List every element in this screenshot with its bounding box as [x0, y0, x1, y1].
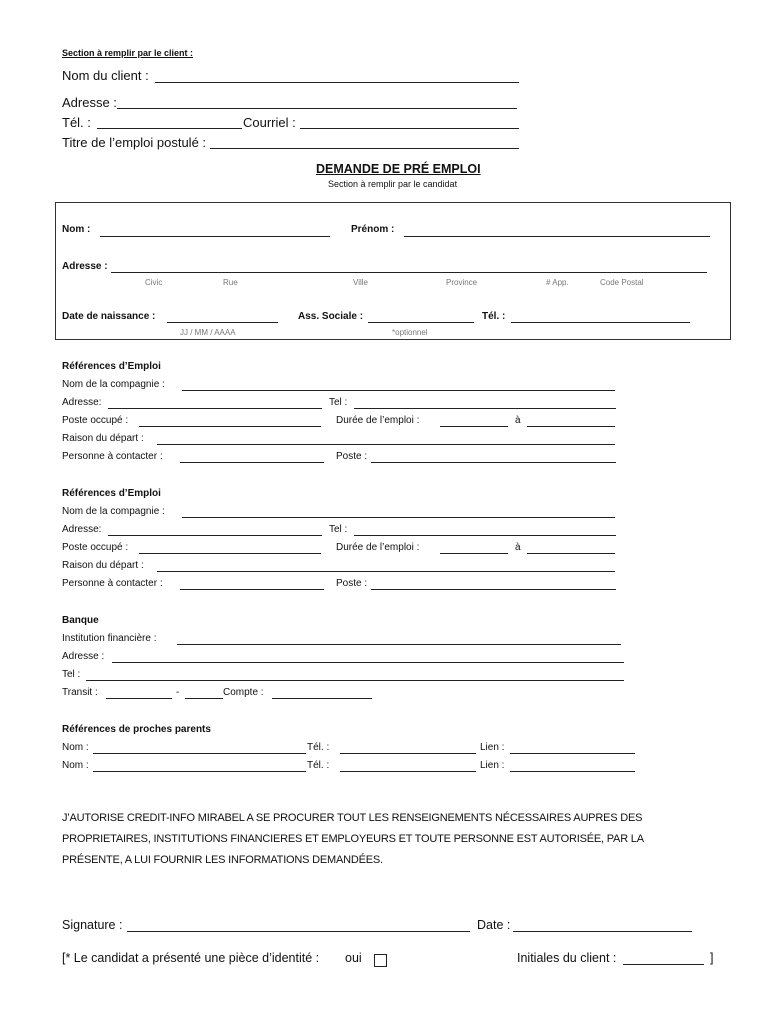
- relative-2-tel-field[interactable]: [340, 771, 476, 772]
- candidate-prenom-label: Prénom :: [351, 224, 395, 235]
- date-field[interactable]: [513, 931, 692, 932]
- hint-code-postal: Code Postal: [600, 278, 644, 287]
- relative-2-name-label: Nom :: [62, 760, 89, 771]
- date-label: Date :: [477, 918, 511, 932]
- client-section-heading: Section à remplir par le client :: [62, 48, 194, 58]
- candidate-tel-label: Tél. :: [482, 311, 506, 322]
- client-phone-field[interactable]: [97, 128, 242, 129]
- ref-2-to-label: à: [515, 542, 521, 553]
- client-email-label: Courriel :: [243, 115, 296, 130]
- relative-1-link-label: Lien :: [480, 742, 505, 753]
- hint-civic: Civic: [145, 278, 163, 287]
- ref-1-contact-post-label: Poste :: [336, 451, 368, 462]
- candidate-info-box: [55, 202, 731, 340]
- relative-1-tel-field[interactable]: [340, 753, 476, 754]
- ref-2-contact-field[interactable]: [180, 589, 324, 590]
- ref-1-tel-label: Tel :: [329, 397, 348, 408]
- candidate-prenom-field[interactable]: [404, 236, 710, 237]
- ref-2-address-label: Adresse:: [62, 524, 102, 535]
- relative-1-tel-label: Tél. :: [307, 742, 330, 753]
- form-subtitle: Section à remplir par le candidat: [328, 179, 458, 189]
- ref-1-contact-label: Personne à contacter :: [62, 451, 163, 462]
- ref-1-to-label: à: [515, 415, 521, 426]
- ref-2-position-field[interactable]: [139, 553, 321, 554]
- ref-1-company-label: Nom de la compagnie :: [62, 379, 165, 390]
- ref-2-tel-field[interactable]: [354, 535, 616, 536]
- bank-account-label: Compte :: [223, 687, 264, 698]
- ref-2-departure-field[interactable]: [157, 571, 615, 572]
- authorization-line-1: J’AUTORISE CREDIT-INFO MIRABEL A SE PROCURER TOUT LES RENSEIGNEMENTS NÉCESSAIRES AUPRES DES: [62, 812, 643, 824]
- relative-1-link-field[interactable]: [510, 753, 635, 754]
- hint-ville: Ville: [353, 278, 368, 287]
- ref-2-duration-label: Durée de l’emploi :: [336, 542, 420, 553]
- ref-2-tel-label: Tel :: [329, 524, 348, 535]
- client-phone-label: Tél. :: [62, 115, 91, 130]
- relative-2-name-field[interactable]: [93, 771, 306, 772]
- ref-2-position-label: Poste occupé :: [62, 542, 129, 553]
- bank-transit-label: Transit :: [62, 687, 98, 698]
- bank-account-field[interactable]: [272, 698, 372, 699]
- bank-dash: -: [176, 687, 180, 698]
- hint-app: # App.: [546, 278, 569, 287]
- relative-2-link-field[interactable]: [510, 771, 635, 772]
- ref-2-company-label: Nom de la compagnie :: [62, 506, 165, 517]
- ref-2-departure-label: Raison du départ :: [62, 560, 144, 571]
- form-title: DEMANDE DE PRÉ EMPLOI: [316, 162, 481, 176]
- id-note: [* Le candidat a présenté une pièce d’identité :: [62, 951, 320, 965]
- client-name-field[interactable]: [155, 82, 519, 83]
- candidate-nom-label: Nom :: [62, 224, 91, 235]
- employment-ref-1-heading: Références d’Emploi: [62, 361, 161, 372]
- ref-1-duration-to-field[interactable]: [527, 426, 615, 427]
- relative-2-tel-label: Tél. :: [307, 760, 330, 771]
- birth-format-hint: JJ / MM / AAAA: [180, 328, 236, 337]
- initials-field[interactable]: [623, 964, 704, 965]
- candidate-tel-field[interactable]: [511, 322, 690, 323]
- relative-1-name-label: Nom :: [62, 742, 89, 753]
- sin-optional-hint: *optionnel: [392, 328, 428, 337]
- ref-1-address-field[interactable]: [108, 408, 322, 409]
- ref-1-contact-field[interactable]: [180, 462, 324, 463]
- ref-2-address-field[interactable]: [108, 535, 322, 536]
- client-email-field[interactable]: [300, 128, 519, 129]
- bank-heading: Banque: [62, 615, 99, 626]
- bank-transit-suffix-field[interactable]: [185, 698, 223, 699]
- ref-2-contact-post-field[interactable]: [371, 589, 616, 590]
- client-name-label: Nom du client :: [62, 68, 149, 83]
- bank-address-field[interactable]: [112, 662, 624, 663]
- client-address-field[interactable]: [117, 108, 517, 109]
- ref-1-departure-field[interactable]: [157, 444, 615, 445]
- ref-1-company-field[interactable]: [182, 390, 615, 391]
- authorization-line-2: PROPRIETAIRES, INSTITUTIONS FINANCIERES ET EMPLOYEURS ET TOUTE PERSONNE EST AUTORISÉE, PAR LA: [62, 833, 644, 845]
- ref-1-address-label: Adresse:: [62, 397, 102, 408]
- ref-1-departure-label: Raison du départ :: [62, 433, 144, 444]
- ref-2-contact-post-label: Poste :: [336, 578, 368, 589]
- bank-address-label: Adresse :: [62, 651, 105, 662]
- ref-1-tel-field[interactable]: [354, 408, 616, 409]
- signature-field[interactable]: [127, 931, 470, 932]
- candidate-sin-label: Ass. Sociale :: [298, 311, 364, 322]
- ref-2-duration-to-field[interactable]: [527, 553, 615, 554]
- relative-1-name-field[interactable]: [93, 753, 306, 754]
- candidate-nom-field[interactable]: [100, 236, 330, 237]
- client-address-label: Adresse :: [62, 95, 117, 110]
- ref-1-duration-from-field[interactable]: [440, 426, 508, 427]
- employment-ref-2-heading: Références d’Emploi: [62, 488, 161, 499]
- bank-institution-label: Institution financière :: [62, 633, 157, 644]
- ref-2-contact-label: Personne à contacter :: [62, 578, 163, 589]
- ref-1-position-label: Poste occupé :: [62, 415, 129, 426]
- id-presented-checkbox[interactable]: [374, 954, 387, 967]
- ref-2-duration-from-field[interactable]: [440, 553, 508, 554]
- hint-rue: Rue: [223, 278, 238, 287]
- bank-institution-field[interactable]: [177, 644, 621, 645]
- bank-tel-field[interactable]: [86, 680, 624, 681]
- ref-1-position-field[interactable]: [139, 426, 321, 427]
- candidate-sin-field[interactable]: [368, 322, 474, 323]
- hint-province: Province: [446, 278, 478, 287]
- signature-label: Signature :: [62, 918, 123, 932]
- client-job-title-label: Titre de l’emploi postulé :: [62, 135, 207, 150]
- relatives-heading: Références de proches parents: [62, 724, 211, 735]
- client-job-title-field[interactable]: [210, 148, 519, 149]
- oui-label: oui: [345, 951, 362, 965]
- ref-1-duration-label: Durée de l’emploi :: [336, 415, 420, 426]
- candidate-birth-label: Date de naissance :: [62, 311, 156, 322]
- ref-1-contact-post-field[interactable]: [371, 462, 616, 463]
- candidate-address-field[interactable]: [111, 272, 707, 273]
- initials-label: Initiales du client :: [517, 951, 617, 965]
- bank-tel-label: Tel :: [62, 669, 81, 680]
- authorization-line-3: PRÉSENTE, A LUI FOURNIR LES INFORMATIONS DEMANDÉES.: [62, 854, 383, 866]
- relative-2-link-label: Lien :: [480, 760, 505, 771]
- bank-transit-field[interactable]: [106, 698, 172, 699]
- ref-2-company-field[interactable]: [182, 517, 615, 518]
- closing-bracket: ]: [710, 951, 714, 965]
- candidate-birth-field[interactable]: [167, 322, 278, 323]
- candidate-adresse-label: Adresse :: [62, 261, 108, 272]
